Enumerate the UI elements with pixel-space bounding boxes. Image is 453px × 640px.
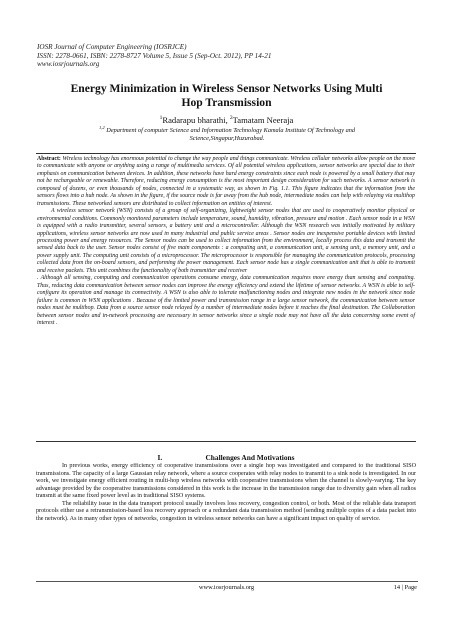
- paper-title: [40, 82, 413, 110]
- author1-marker: 1: [159, 115, 163, 122]
- section-heading: [36, 453, 416, 462]
- section-number: I.: [157, 453, 163, 462]
- journal-issn: ISSN: 2278-0661, ISBN: 2278-8727 Volume 5, Issue 5 (Sep-Oct. 2012), PP 14-21: [37, 51, 272, 60]
- section-body: [36, 463, 416, 567]
- abstract-box: [36, 153, 416, 442]
- body-paragraph-2: The reliability issue in the data transport protocol usually involves loss recovery, congestion control, or both. Most of the reliable data transport protocols either use a retransmission-based loss recovery approach or a redundant data transmission method (sending multiple copies of a data packet into the network). As in many other types of networks, congestion in wireless sensor networks can have a significant impact on quality of service.: [36, 500, 416, 522]
- paper-title-line1: Energy Minimization in Wireless Sensor Networks Using Multi: [70, 82, 383, 95]
- body-paragraph-1: In previous works, energy efficiency of cooperative transmissions over a single hop was investigated and compared to the traditional SISO transmissions. The capacity of a large Gaussian relay network, where a source cooperates with relay nodes to transmit to a sink node is investigated. In our work, we investigate energy efficient routing in multi-hop wireless networks with cooperative transmissions when the channel is slowly-varying. The key advantage provided by the cooperative transmissions considered in this work is the increase in the transmission range due to diversity gain when all radios transmit at the same fixed power level as in traditional SISO systems.: [36, 463, 416, 500]
- abstract-paragraph-2: A wireless sensor network (WSN) consists of a group of self-organizing, lightweight sensor nodes that are used to cooperatively monitor physical or environmental conditions. Commonly monitored parameters include temperature, sound, humidity, vibration, pressure and motion . Each sensor node in a WSN is equipped with a radio transmitter, several sensors, a battery unit and a microcontroller. Although the WSN research was initially motivated by military applications, wireless sensor networks are now used in many industrial and public service areas . Sensor nodes are inexpensive portable devices with limited processing power and energy resources. The Sensor nodes can be used to collect information from the environment, locally process this data and transmit the sensed data back to the user. Sensor nodes consist of five main components : a computing unit, a communication unit, a sensing unit, a memory unit, and a power supply unit. The computing unit consists of a microprocessor. The microprocessor is responsible for managing the communication protocols, processing collected data from the on-board sensors, and performing the power management. Each sensor node has a single communication unit that is able to transmit and receive packets. This unit combines the functionality of both transmitter and receiver: [37, 208, 415, 274]
- author2-name: Tamatam Neeraja: [232, 115, 294, 125]
- journal-website: www.iosrjournals.org: [37, 60, 100, 69]
- paper-title-line2: Hop Transmission: [181, 96, 272, 109]
- author1-name: Radarapu bharathi,: [162, 115, 230, 125]
- author-list: [40, 115, 413, 125]
- journal-header: [37, 43, 417, 69]
- abstract-paragraph-1: [37, 156, 415, 208]
- affiliation-line1: [48, 124, 406, 135]
- section-title: Challenges And Motivations: [205, 453, 295, 462]
- author2-marker: 2: [229, 115, 233, 122]
- abstract-paragraph-3: . Although all sensing, computing and communication operations consume energy, data communication requires more energy than sensing and computing. Thus, reducing data communication between sensor nodes can improve the energy efficiency and extend the lifetime of sensor networks. A WSN is able to self-configure its operation and manage its connectivity. A WSN is also able to tolerate malfunctioning nodes and integrate new nodes in the network since node failure is common in WSN applications . Because of the limited power and transmission range in a large sensor network, the communication between sensor nodes must be multihop. Data from a source sensor node relayed by a number of intermediate nodes before it reaches the final destination. The Collaboration between sensor nodes and in-network processing are necessary in sensor networks since a single node may not have all the data concerning some event of interest .: [37, 275, 415, 326]
- affiliation-line2: Science,Singapur,Huzurabad.: [189, 135, 265, 142]
- affiliation: [48, 124, 406, 143]
- footer-divider: [36, 581, 418, 582]
- journal-name: IOSR Journal of Computer Engineering (IOSRJCE): [37, 43, 187, 51]
- affiliation-marker: 1,2: [98, 124, 105, 130]
- footer-url[interactable]: www.iosrjournals.org: [198, 584, 255, 591]
- abstract-label: Abstract:: [37, 156, 61, 162]
- affiliation-text: Department of computer Science and Information Technology Kamala Institute Of Technology and: [104, 127, 356, 134]
- abstract-text-1: Wireless technology has enormous potential to change the way people and things communicate. Wireless cellular networks allow people on the move to communicate with anyone or anything using a range of multimedia services. Of all potential wireless applications, sensor networks are special due to their emphasis on communication between devices. In addition, these networks have hard energy constraints since each node is powered by a small battery that may not be rechargeable or renewable. Therefore, reducing energy consumption is the most important design consideration for such networks. A sensor network is composed of dozens, or even thousands of nodes, connected in a systematic way, as shown in Fig. 1.1. This figure indicates that the information from the sensors flows into a hub node. As shown in the figure, if the source node is far away from the hub node, intermediate nodes can help with relaying via multihop transmissions. These networked sensors are distributed to collect information on entities of interest.: [37, 156, 415, 207]
- page-number: 14 | Page: [393, 584, 417, 591]
